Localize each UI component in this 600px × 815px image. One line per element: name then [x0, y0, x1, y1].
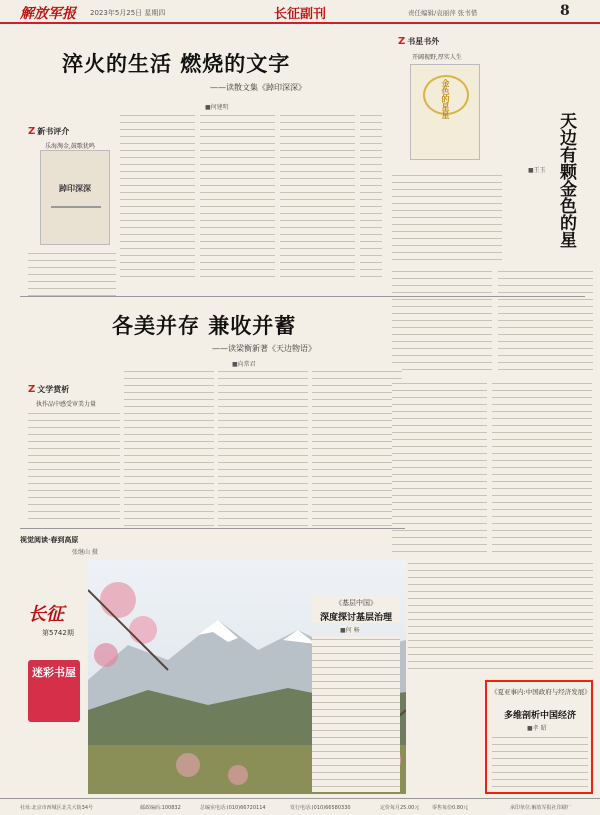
book-cover-2-title: 金色的星星 [441, 79, 451, 119]
right-column-text-2 [392, 268, 492, 376]
camo-bookhouse-label: 迷彩书屋 [32, 666, 76, 679]
footer-address: 社址:北京市西城区北关大街34号 [20, 805, 94, 811]
photo-divider [20, 528, 405, 529]
new-book-review-sub: 乐海淘金,鼓歌犹鸣 [45, 143, 95, 150]
photo-caption-author: 张继山 摄 [72, 549, 98, 556]
section-divider [20, 296, 585, 297]
article1-subtitle: ——读散文集《踔印深深》 [210, 83, 306, 92]
issue-date: 2023年5月25日 星期四 [90, 9, 166, 17]
photo-caption-title: 视觉阅读·春到高原 [20, 535, 79, 544]
masthead [0, 0, 600, 24]
article2-subtitle: ——读梁衡新著《天边物语》 [212, 344, 316, 353]
article2-column-1 [124, 368, 214, 526]
right-column-title: 天边有颗金色的星 [556, 112, 576, 248]
footer [0, 798, 600, 815]
issue-number: 第5742期 [42, 629, 74, 637]
noop-4 [366, 586, 367, 587]
book-cover-1 [40, 150, 110, 245]
article3-label: 《基层中国》 [312, 596, 400, 610]
right-column-text-3 [498, 268, 593, 376]
footer-postcode: 邮政编码:100832 [140, 805, 181, 811]
right-column-author: ■王玉 [528, 167, 546, 174]
footer-phone1: 总编室电话:(010)66720114 [200, 805, 266, 811]
z-mark-icon: Z [28, 126, 36, 137]
changzheng-logo: 长征 [28, 604, 64, 625]
literary-appreciation-label: Z 文学赏析 [28, 384, 70, 395]
right-column-text-4 [392, 380, 487, 555]
editors: 责任编辑/袁丽萍 张书惜 [408, 9, 478, 17]
article3-author: ■何 畅 [340, 627, 360, 634]
highlighted-title: 多维剖析中国经济 [503, 711, 576, 721]
highlighted-label: 《夏亚事内:中国政府与经济发展》 [491, 688, 591, 696]
article2-author: ■向常君 [232, 361, 256, 368]
article3-marker [365, 584, 366, 585]
newspaper-logo: 解放军报 [20, 6, 76, 22]
right-column-text-6 [408, 560, 593, 675]
footer-printer: 承印单位:解放军报社印刷厂 [510, 805, 572, 811]
z-mark-icon: Z [28, 384, 36, 395]
footer-phone2: 发行电话:(010)66580330 [290, 805, 351, 811]
z-mark-icon: Z [398, 36, 406, 47]
literary-appreciation-sub: 执作品中感受审美力量 [36, 401, 97, 408]
article1-column-4 [360, 112, 382, 282]
page-number: 8 [560, 3, 570, 19]
literary-appreciation-text [28, 410, 120, 525]
book-cover-divider [51, 206, 101, 208]
highlighted-text [492, 734, 588, 790]
article1-column-3 [280, 112, 355, 282]
article1-author: ■何建明 [205, 104, 229, 111]
article3-text [312, 636, 400, 792]
section-title: 长征副刊 [273, 7, 326, 22]
book-cover-2 [410, 64, 480, 160]
new-book-review-text [28, 250, 116, 300]
right-column-text-1 [392, 172, 502, 262]
article3-title: 深度探讨基层治理 [312, 610, 400, 623]
article1-column-2 [200, 112, 275, 282]
book-cover-1-title: 踔印深深 [59, 183, 91, 193]
new-book-review-label: Z 新书评介 [28, 126, 70, 137]
book-window-label: Z 书星书外 [398, 36, 440, 47]
highlighted-author: ■孝 昭 [527, 725, 547, 732]
camo-bookhouse-badge [28, 660, 80, 722]
right-column-text-5 [492, 380, 592, 555]
article2-column-2 [218, 368, 308, 526]
book-window-sub: 开阔视野,厚实人生 [412, 54, 462, 61]
footer-single: 零售每份0.80元 [432, 805, 469, 811]
article1-title: 淬火的生活 燃烧的文字 [62, 51, 291, 76]
article1-column-1 [120, 112, 195, 282]
article2-column-3 [312, 368, 402, 526]
highlighted-article [485, 680, 593, 794]
footer-price: 定价每月25.00元 [380, 805, 420, 811]
article2-title: 各美并存 兼收并蓄 [112, 313, 297, 338]
